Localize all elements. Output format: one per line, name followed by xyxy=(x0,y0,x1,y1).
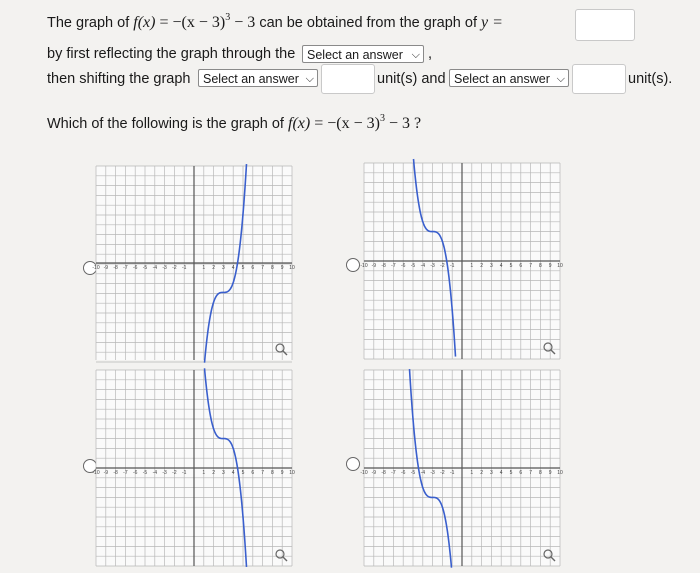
x-tick-label: 5 xyxy=(241,470,245,476)
x-tick-label: 7 xyxy=(529,470,532,476)
x-tick-label: 1 xyxy=(202,265,206,271)
x-tick-label: -5 xyxy=(410,470,416,476)
x-tick-label: -8 xyxy=(113,470,118,476)
x-tick-label: -6 xyxy=(132,265,138,271)
x-tick-label: 8 xyxy=(271,265,274,271)
equation: = −(x − 3) xyxy=(159,14,226,31)
prompt-eq: = −(x − 3) xyxy=(314,115,380,132)
x-tick-label: 9 xyxy=(280,265,284,271)
x-tick-label: 5 xyxy=(241,265,245,271)
x-tick-label: -2 xyxy=(172,265,177,271)
x-tick-label: 9 xyxy=(280,470,284,476)
prompt-exp: 3 xyxy=(379,113,385,124)
x-tick-label: 1 xyxy=(202,470,206,476)
x-tick-label: -7 xyxy=(391,470,396,476)
x-tick-label: -6 xyxy=(132,470,138,476)
function-f: f(x) xyxy=(133,14,156,31)
shift-direction-select-2[interactable] xyxy=(449,69,569,87)
x-tick-label: -3 xyxy=(430,263,435,269)
x-tick-label: -1 xyxy=(181,265,187,271)
x-tick-label: 2 xyxy=(212,470,215,476)
x-tick-label: 8 xyxy=(539,470,542,476)
x-tick-label: 7 xyxy=(261,470,264,476)
chevron-down-icon: ⌵ xyxy=(305,73,314,85)
x-tick-label: -6 xyxy=(400,470,406,476)
x-tick-label: -9 xyxy=(103,265,109,271)
x-tick-label: -7 xyxy=(123,470,128,476)
x-tick-label: 4 xyxy=(499,470,503,476)
x-tick-label: 10 xyxy=(289,265,295,271)
y-equals: y = xyxy=(481,14,503,31)
x-tick-label: -5 xyxy=(142,470,148,476)
x-tick-label: -3 xyxy=(430,470,435,476)
x-tick-label: -9 xyxy=(371,263,377,269)
x-tick-label: -10 xyxy=(92,470,100,476)
question-line-1 xyxy=(47,14,503,32)
x-tick-label: -6 xyxy=(400,263,406,269)
parent-function-input[interactable] xyxy=(575,9,635,41)
x-tick-label: -10 xyxy=(92,265,100,271)
x-tick-label: 2 xyxy=(480,470,483,476)
x-tick-label: -3 xyxy=(162,265,167,271)
x-tick-label: -7 xyxy=(123,265,128,271)
x-tick-label: -5 xyxy=(410,263,416,269)
shift2-label: Select an answer xyxy=(454,72,550,86)
x-tick-label: -7 xyxy=(391,263,396,269)
x-tick-label: -1 xyxy=(181,470,187,476)
x-tick-label: -10 xyxy=(360,263,368,269)
x-tick-label: -10 xyxy=(360,470,368,476)
x-tick-label: 10 xyxy=(289,470,295,476)
prompt-rest: − 3 ? xyxy=(389,115,422,132)
x-tick-label: 5 xyxy=(509,470,513,476)
obtained-text: can be obtained from the graph of xyxy=(259,15,477,31)
x-tick-label: 7 xyxy=(529,263,532,269)
chevron-down-icon: ⌵ xyxy=(411,49,420,61)
x-tick-label: -8 xyxy=(381,470,386,476)
x-tick-label: -2 xyxy=(172,470,177,476)
x-tick-label: -5 xyxy=(142,265,148,271)
shift-amount-input-2[interactable] xyxy=(572,64,626,94)
shift-direction-select-1[interactable] xyxy=(198,69,318,87)
x-tick-label: 6 xyxy=(251,265,255,271)
prompt-text: Which of the following is the graph of xyxy=(47,116,284,132)
option-b-radio[interactable] xyxy=(346,258,360,272)
x-tick-label: 1 xyxy=(470,470,474,476)
comma: , xyxy=(428,46,433,62)
x-tick-label: 7 xyxy=(261,265,264,271)
x-tick-label: 4 xyxy=(231,470,235,476)
x-tick-label: 8 xyxy=(271,470,274,476)
x-tick-label: -9 xyxy=(103,470,109,476)
x-tick-label: 6 xyxy=(251,470,255,476)
reflect-select[interactable] xyxy=(302,45,424,63)
x-tick-label: -4 xyxy=(152,470,158,476)
x-tick-label: -1 xyxy=(449,263,455,269)
x-tick-label: 3 xyxy=(490,263,493,269)
x-tick-label: 2 xyxy=(212,265,215,271)
graph-option-d[interactable] xyxy=(360,370,563,566)
x-tick-label: 9 xyxy=(548,470,552,476)
option-d-radio[interactable] xyxy=(346,457,360,471)
x-tick-label: 1 xyxy=(470,263,474,269)
x-tick-label: 9 xyxy=(548,263,552,269)
x-tick-label: 6 xyxy=(519,470,523,476)
equation-rest: − 3 xyxy=(234,14,256,31)
x-tick-label: -2 xyxy=(440,263,445,269)
graph-option-a[interactable] xyxy=(92,166,295,360)
x-tick-label: 8 xyxy=(539,263,542,269)
reflect-select-label: Select an answer xyxy=(307,48,403,62)
x-tick-label: -4 xyxy=(152,265,158,271)
prompt-f: f(x) xyxy=(288,115,311,132)
unit-end-text: unit(s). xyxy=(628,71,673,87)
question-line-2: by first reflecting the graph through the xyxy=(47,46,296,62)
chevron-down-icon: ⌵ xyxy=(556,73,565,85)
text-prefix: The graph of xyxy=(47,15,130,31)
x-tick-label: -4 xyxy=(420,263,426,269)
graph-question xyxy=(47,115,421,133)
exponent: 3 xyxy=(225,12,231,23)
graph-option-b[interactable] xyxy=(360,163,563,359)
x-tick-label: -8 xyxy=(381,263,386,269)
x-tick-label: -3 xyxy=(162,470,167,476)
x-tick-label: 3 xyxy=(222,470,225,476)
graph-option-c[interactable] xyxy=(92,370,295,566)
question-line-3: then shifting the graph xyxy=(47,71,191,87)
x-tick-label: 4 xyxy=(231,265,235,271)
x-tick-label: -2 xyxy=(440,470,445,476)
x-tick-label: -4 xyxy=(420,470,426,476)
shift1-label: Select an answer xyxy=(203,72,299,86)
x-tick-label: 5 xyxy=(509,263,513,269)
x-tick-label: 3 xyxy=(490,470,493,476)
x-tick-label: 2 xyxy=(480,263,483,269)
x-tick-label: -8 xyxy=(113,265,118,271)
shift-amount-input-1[interactable] xyxy=(321,64,375,94)
x-tick-label: 4 xyxy=(499,263,503,269)
x-tick-label: 6 xyxy=(519,263,523,269)
unit-and-text: unit(s) and xyxy=(377,71,446,87)
x-tick-label: -9 xyxy=(371,470,377,476)
x-tick-label: 3 xyxy=(222,265,225,271)
x-tick-label: -1 xyxy=(449,470,455,476)
x-tick-label: 10 xyxy=(557,263,563,269)
x-tick-label: 10 xyxy=(557,470,563,476)
